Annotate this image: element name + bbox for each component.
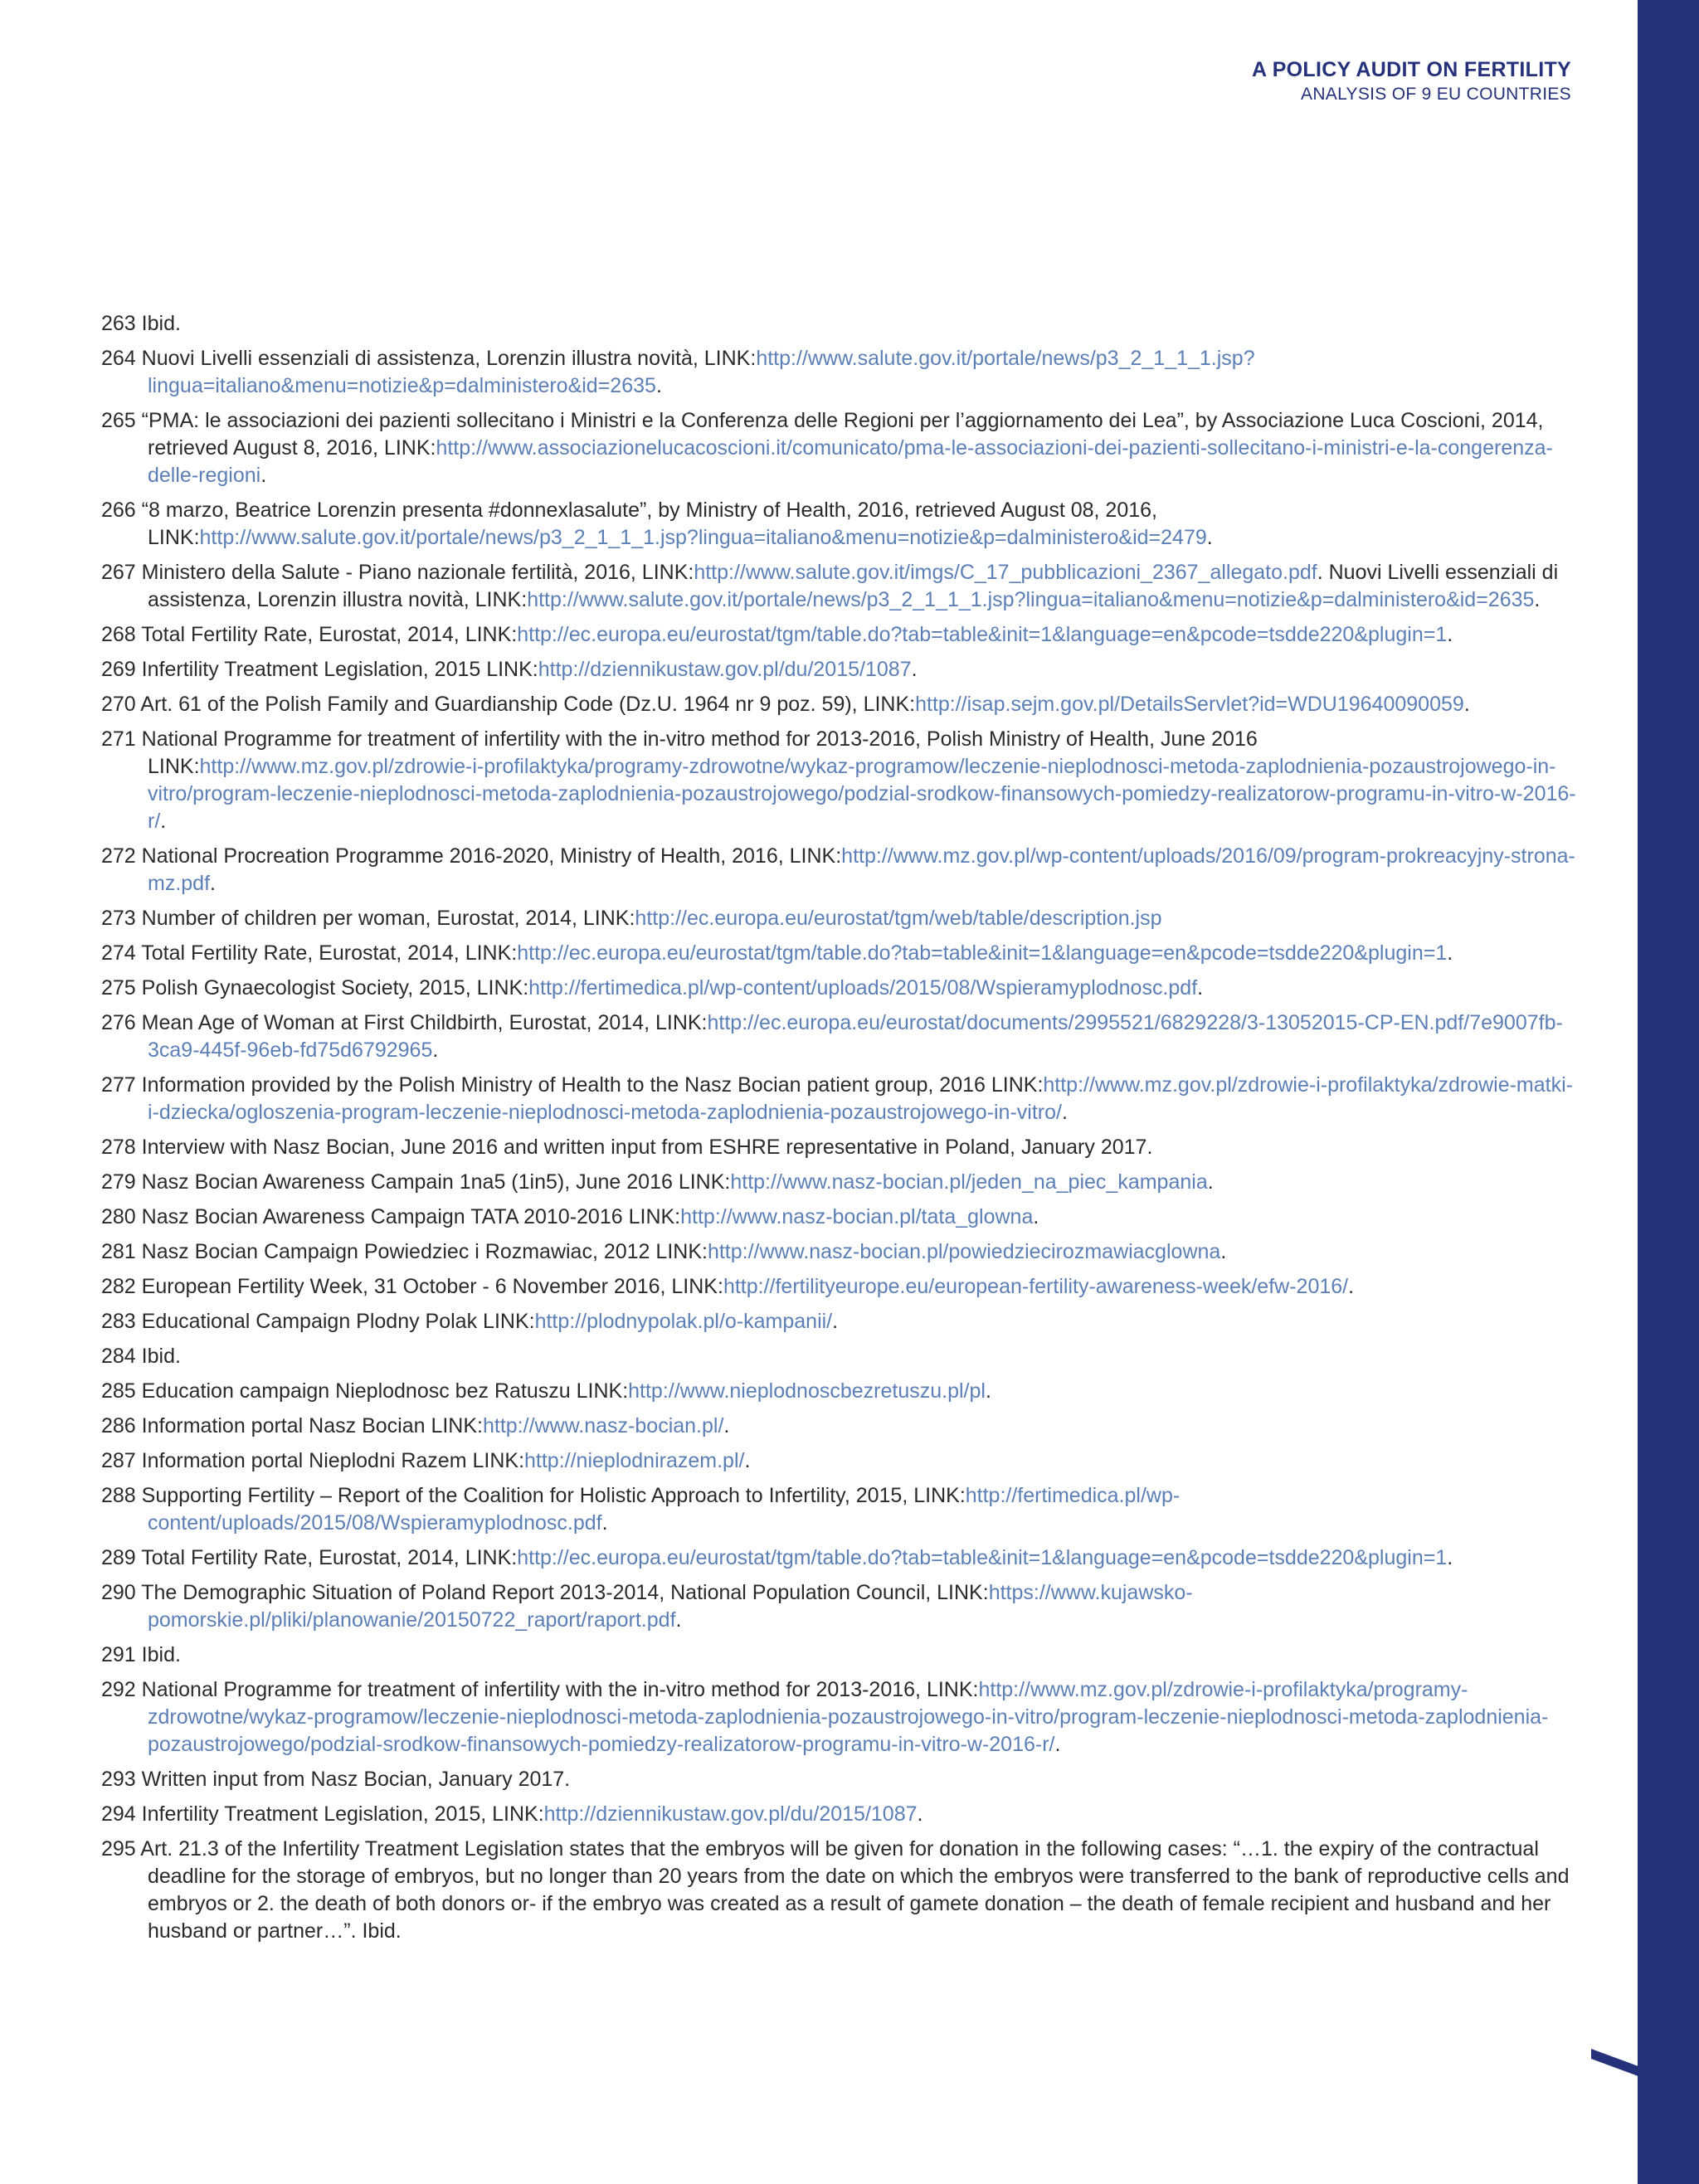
endnote: [101, 621, 1578, 649]
endnote-link[interactable]: http://www.salute.gov.it/portale/news/p3_2_1_1_1.jsp?lingua=italiano&menu=notizie&p=dalministero&id=2635: [527, 588, 1535, 611]
link-label: LINK:: [937, 1581, 989, 1604]
endnote: [101, 1009, 1578, 1064]
endnote-link[interactable]: http://www.nasz-bocian.pl/jeden_na_piec_kampania: [730, 1170, 1208, 1194]
endnote-text: .: [432, 1038, 439, 1062]
endnote: [101, 1836, 1578, 1945]
endnote-number: 287: [101, 1449, 142, 1472]
endnote: [101, 1343, 1578, 1370]
endnote: [101, 559, 1578, 614]
endnote-number: 284: [101, 1345, 142, 1368]
link-label: LINK:: [483, 1310, 535, 1333]
endnote-link[interactable]: http://isap.sejm.gov.pl/DetailsServlet?id=WDU19640090059: [915, 693, 1464, 716]
endnote: [101, 975, 1578, 1002]
endnote-number: 290: [101, 1581, 142, 1604]
endnote: [101, 1766, 1578, 1793]
endnote-link[interactable]: http://plodnypolak.pl/o-kampanii/: [534, 1310, 833, 1333]
endnote-text: Infertility Treatment Legislation, 2015,: [141, 1802, 493, 1826]
endnote: [101, 1308, 1578, 1335]
endnote-text: Information portal Nieplodni Razem: [141, 1449, 473, 1472]
endnote-number: 289: [101, 1546, 142, 1569]
endnote-text: .: [1061, 1101, 1068, 1124]
endnote-link[interactable]: http://fertimedica.pl/wp-content/uploads/2015/08/Wspieramyplodnosc.pdf: [528, 976, 1198, 1000]
endnote-link[interactable]: http://www.nasz-bocian.pl/: [482, 1414, 724, 1437]
endnote-number: 275: [101, 976, 142, 1000]
header-subtitle: ANALYSIS OF 9 EU COUNTRIES: [1301, 85, 1571, 104]
endnote-link[interactable]: http://www.salute.gov.it/imgs/C_17_pubblicazioni_2367_allegato.pdf: [694, 561, 1317, 584]
endnote-text: .: [655, 374, 662, 397]
endnote-text: .: [210, 872, 216, 895]
link-label: LINK:: [148, 755, 200, 778]
endnote: [101, 1072, 1578, 1126]
link-label: LINK:: [655, 1011, 708, 1034]
endnote: [101, 1801, 1578, 1828]
endnote-text: .: [1447, 1546, 1453, 1569]
endnote-text: .: [723, 1414, 730, 1437]
endnote-text: Total Fertility Rate, Eurostat, 2014,: [141, 1546, 465, 1569]
link-label: LINK:: [863, 693, 916, 716]
endnote-link[interactable]: http://fertimedica.pl/wp-content/uploads/2015/08/Wspieramyplodnosc.pdf: [148, 1484, 1181, 1535]
endnote-link[interactable]: http://www.mz.gov.pl/zdrowie-i-profilaktyka/programy-zdrowotne/wykaz-programow/leczenie-nieplodnosci-metoda-zaplodnienia-pozaustrojowego-in-vitro/program-leczenie-nieplodnosci-metoda-zaplodnienia-pozaustrojowego/podzial-srodkow-finansowych-pomiedzy-realizatorow-programu-in-vitro-w-2016-r/: [148, 1678, 1549, 1756]
endnote-text: Infertility Treatment Legislation, 2015: [141, 658, 487, 681]
endnote: [101, 656, 1578, 683]
endnote-text: .: [832, 1310, 839, 1333]
endnote-text: Number of children per woman, Eurostat, 2014,: [141, 907, 583, 930]
endnotes-list: [101, 310, 1578, 1953]
endnote: [101, 1413, 1578, 1440]
endnote: [101, 1238, 1578, 1266]
endnote-link[interactable]: http://nieplodnirazem.pl/: [524, 1449, 745, 1472]
endnote-text: .: [1447, 623, 1453, 646]
endnote-text: Nasz Bocian Awareness Campaign TATA 2010-2016: [141, 1205, 629, 1228]
endnote: [101, 310, 1578, 338]
endnote-text: .: [160, 810, 167, 833]
endnote-text: .: [1220, 1240, 1227, 1263]
link-label: LINK:: [431, 1414, 483, 1437]
endnote-text: Mean Age of Woman at First Childbirth, Eurostat, 2014,: [141, 1011, 655, 1034]
endnote-number: 269: [101, 658, 142, 681]
endnote-text: Total Fertility Rate, Eurostat, 2014,: [141, 623, 465, 646]
endnote-number: 274: [101, 941, 142, 965]
link-label: LINK:: [465, 623, 518, 646]
endnote-text: .: [260, 464, 267, 487]
endnote-number: 293: [101, 1768, 142, 1791]
link-label: LINK:: [913, 1484, 966, 1507]
endnote-text: Education campaign Nieplodnosc bez Ratuszu: [141, 1379, 577, 1403]
endnote-link[interactable]: http://ec.europa.eu/eurostat/tgm/table.do?tab=table&init=1&language=en&pcode=tsdde220&plugin=1: [517, 1546, 1448, 1569]
endnote: [101, 691, 1578, 718]
endnote-number: 265: [101, 409, 142, 432]
endnote-number: 291: [101, 1643, 142, 1666]
endnote: [101, 1482, 1578, 1537]
endnote-number: 270: [101, 693, 141, 716]
endnote-text: “8 marzo, Beatrice Lorenzin presenta #donnexlasalute”, by Ministry of Health, 2016, retrieved August 08, 2016,: [141, 499, 1157, 522]
endnote-text: .: [1054, 1733, 1061, 1756]
endnote-text: .: [1534, 588, 1541, 611]
endnote-link[interactable]: http://fertilityeurope.eu/european-fertility-awareness-week/efw-2016/: [723, 1275, 1349, 1298]
link-label: LINK:: [148, 526, 200, 549]
link-label: LINK:: [383, 436, 436, 460]
endnote: [101, 1579, 1578, 1634]
link-label: LINK:: [926, 1678, 979, 1701]
endnote-text: .: [601, 1511, 608, 1535]
endnote-text: Ibid.: [141, 1643, 181, 1666]
endnote-number: 277: [101, 1073, 142, 1097]
endnote: [101, 1273, 1578, 1301]
link-label: LINK:: [465, 1546, 518, 1569]
endnote-text: Art. 61 of the Polish Family and Guardianship Code (Dz.U. 1964 nr 9 poz. 59),: [140, 693, 864, 716]
endnote-text: European Fertility Week, 31 October - 6 November 2016,: [141, 1275, 672, 1298]
link-label: LINK:: [789, 844, 842, 868]
endnote-text: .: [1348, 1275, 1355, 1298]
endnote-text: Information portal Nasz Bocian: [141, 1414, 431, 1437]
endnote-text: Written input from Nasz Bocian, January 2017.: [141, 1768, 571, 1791]
endnote-number: 268: [101, 623, 142, 646]
endnote-number: 272: [101, 844, 142, 868]
endnote-text: Polish Gynaecologist Society, 2015,: [141, 976, 477, 1000]
endnote-text: Art. 21.3 of the Infertility Treatment Legislation states that the embryos will be given for donation in the following cases: “…1. the expiry of the contractual deadline for the storage of embryos, but no longer than 20 years from the date on which the embryos were transferred to the bank of reproductive cells and embryos or 2. the death of both donors or- if the embryo was created as a result of gamete donation – the death of female recipient and husband and her husband or partner…”. Ibid.: [140, 1837, 1570, 1943]
endnote-link[interactable]: http://dziennikustaw.gov.pl/du/2015/1087: [538, 658, 912, 681]
endnote-number: 282: [101, 1275, 142, 1298]
endnote: [101, 1134, 1578, 1161]
page-header: [1252, 56, 1571, 106]
endnote-text: Nasz Bocian Campaign Powiedziec i Rozmawiac, 2012: [141, 1240, 656, 1263]
endnote-number: 292: [101, 1678, 142, 1701]
endnote-text: National Programme for treatment of infertility with the in-vitro method for 2013-2016, Polish Ministry of Health, June 2016: [141, 727, 1258, 751]
endnote: [101, 1676, 1578, 1758]
endnote: [101, 843, 1578, 897]
endnote-link[interactable]: http://www.associazionelucacoscioni.it/comunicato/pma-le-associazioni-dei-pazienti-sollecitano-i-ministri-e-la-congerenza-delle-regioni: [148, 436, 1553, 487]
endnote-number: 283: [101, 1310, 142, 1333]
endnote-link[interactable]: https://www.kujawsko-pomorskie.pl/pliki/planowanie/20150722_raport/raport.pdf: [148, 1581, 1193, 1632]
link-label: LINK:: [492, 1802, 544, 1826]
link-label: LINK:: [465, 941, 518, 965]
endnote-text: National Procreation Programme 2016-2020, Ministry of Health, 2016,: [141, 844, 790, 868]
link-label: LINK:: [655, 1240, 708, 1263]
endnote-text: Interview with Nasz Bocian, June 2016 and written input from ESHRE representative in Poland, January 2017.: [141, 1136, 1153, 1159]
endnote: [101, 497, 1578, 552]
endnote-text: .: [1197, 976, 1204, 1000]
endnote-link[interactable]: http://www.salute.gov.it/portale/news/p3_2_1_1_1.jsp?lingua=italiano&menu=notizie&p=dalministero&id=2479: [199, 526, 1207, 549]
endnote-link[interactable]: http://ec.europa.eu/eurostat/documents/2995521/6829228/3-13052015-CP-EN.pdf/7e9007fb-3ca9-445f-96eb-fd75d6792965: [148, 1011, 1563, 1062]
endnote-link[interactable]: http://ec.europa.eu/eurostat/tgm/table.do?tab=table&init=1&language=en&pcode=tsdde220&plugin=1: [517, 941, 1448, 965]
endnote-text: Ministero della Salute - Piano nazionale fertilità, 2016,: [141, 561, 642, 584]
link-label: LINK:: [641, 561, 694, 584]
endnote-number: 280: [101, 1205, 142, 1228]
endnote-text: Ibid.: [141, 1345, 181, 1368]
endnote-text: National Programme for treatment of infertility with the in-vitro method for 2013-2016,: [141, 1678, 927, 1701]
endnote: [101, 407, 1578, 489]
endnote-link[interactable]: http://www.mz.gov.pl/zdrowie-i-profilaktyka/zdrowie-matki-i-dziecka/ogloszenia-program-leczenie-nieplodnosci-metoda-zaplodnienia-pozaustrojowego-in-vitro/: [148, 1073, 1573, 1124]
endnote-link[interactable]: http://www.mz.gov.pl/wp-content/uploads/2016/09/program-prokreacyjny-strona-mz.pdf: [148, 844, 1575, 895]
endnote: [101, 1169, 1578, 1196]
endnote-link[interactable]: http://www.mz.gov.pl/zdrowie-i-profilaktyka/programy-zdrowotne/wykaz-programow/leczenie-nieplodnosci-metoda-zaplodnienia-pozaustrojowego-in-vitro/program-leczenie-nieplodnosci-metoda-zaplodnienia-pozaustrojowego/podzial-srodkow-finansowych-pomiedzy-realizatorow-programu-in-vitro-w-2016-r/: [148, 755, 1576, 833]
endnote-text: Nuovi Livelli essenziali di assistenza, Lorenzin illustra novità,: [141, 347, 704, 370]
endnote-text: Nasz Bocian Awareness Campain 1na5 (1in5), June 2016: [141, 1170, 679, 1194]
endnote: [101, 1544, 1578, 1572]
sidebar-band: [1638, 0, 1699, 2184]
endnote-number: 295: [101, 1837, 141, 1861]
endnote-number: 266: [101, 499, 142, 522]
endnote-text: “PMA: le associazioni dei pazienti sollecitano i Ministri e la Conferenza delle Regioni per l’aggiornamento dei Lea”, by Associazione Luca Coscioni, 2014, retrieved August 8, 2016,: [141, 409, 1544, 460]
endnote-link[interactable]: http://www.salute.gov.it/portale/news/p3_2_1_1_1.jsp?lingua=italiano&menu=notizie&p=dalministero&id=2635: [148, 347, 1255, 397]
endnote-link[interactable]: http://www.nasz-bocian.pl/powiedziecirozmawiacglowna: [707, 1240, 1221, 1263]
endnote-number: 294: [101, 1802, 142, 1826]
link-label: LINK:: [671, 1275, 723, 1298]
link-label: LINK:: [703, 347, 757, 370]
endnote-text: .: [675, 1608, 682, 1632]
link-label: LINK:: [628, 1205, 681, 1228]
endnote: [101, 345, 1578, 400]
link-label: LINK:: [486, 658, 538, 681]
link-label: LINK:: [472, 1449, 525, 1472]
endnote-text: Supporting Fertility – Report of the Coalition for Holistic Approach to Infertility, 2015,: [141, 1484, 914, 1507]
link-label: LINK:: [582, 907, 635, 930]
endnote-text: .: [985, 1379, 991, 1403]
endnote: [101, 1642, 1578, 1669]
endnote-number: 267: [101, 561, 142, 584]
endnote-text: .: [1033, 1205, 1039, 1228]
endnote-text: .: [1463, 693, 1470, 716]
endnote-link[interactable]: http://ec.europa.eu/eurostat/tgm/web/table/description.jsp: [635, 907, 1162, 930]
endnote-text: .: [1447, 941, 1453, 965]
page-number: 67: [1644, 2051, 1672, 2079]
endnote-number: 278: [101, 1136, 142, 1159]
header-title: A POLICY AUDIT ON FERTILITY: [1252, 58, 1571, 81]
link-label: LINK:: [475, 588, 528, 611]
endnote: [101, 726, 1578, 835]
endnote-number: 285: [101, 1379, 142, 1403]
endnote: [101, 940, 1578, 967]
endnote-link[interactable]: http://ec.europa.eu/eurostat/tgm/table.do?tab=table&init=1&language=en&pcode=tsdde220&plugin=1: [517, 623, 1448, 646]
endnote-number: 264: [101, 347, 142, 370]
endnote-link[interactable]: http://dziennikustaw.gov.pl/du/2015/1087: [543, 1802, 918, 1826]
endnote-number: 271: [101, 727, 142, 751]
endnote-text: .: [1206, 526, 1213, 549]
endnote-number: 286: [101, 1414, 142, 1437]
endnote-text: .: [1207, 1170, 1214, 1194]
endnote-number: 279: [101, 1170, 142, 1194]
endnote-number: 273: [101, 907, 142, 930]
endnote-text: .: [917, 1802, 923, 1826]
link-label: LINK:: [678, 1170, 731, 1194]
endnote-text: Educational Campaign Plodny Polak: [141, 1310, 484, 1333]
endnote-link[interactable]: http://www.nieplodnoscbezretuszu.pl/pl: [628, 1379, 986, 1403]
endnote-number: 276: [101, 1011, 142, 1034]
endnote-number: 281: [101, 1240, 142, 1263]
endnote-number: 288: [101, 1484, 142, 1507]
endnote-text: The Demographic Situation of Poland Report 2013-2014, National Population Council,: [141, 1581, 937, 1604]
endnote-number: 263: [101, 312, 142, 335]
endnote-text: Ibid.: [141, 312, 181, 335]
endnote: [101, 1447, 1578, 1475]
endnote-text: Information provided by the Polish Ministry of Health to the Nasz Bocian patient group, 2016: [141, 1073, 991, 1097]
endnote-link[interactable]: http://www.nasz-bocian.pl/tata_glowna: [680, 1205, 1034, 1228]
link-label: LINK:: [991, 1073, 1044, 1097]
endnote-text: . Nuovi Livelli essenziali di assistenza, Lorenzin illustra novità,: [148, 561, 1559, 611]
endnote: [101, 905, 1578, 932]
endnote: [101, 1204, 1578, 1231]
endnote: [101, 1378, 1578, 1405]
link-label: LINK:: [476, 976, 529, 1000]
endnote-text: .: [911, 658, 918, 681]
endnote-text: Total Fertility Rate, Eurostat, 2014,: [141, 941, 465, 965]
endnote-text: .: [744, 1449, 751, 1472]
link-label: LINK:: [576, 1379, 629, 1403]
